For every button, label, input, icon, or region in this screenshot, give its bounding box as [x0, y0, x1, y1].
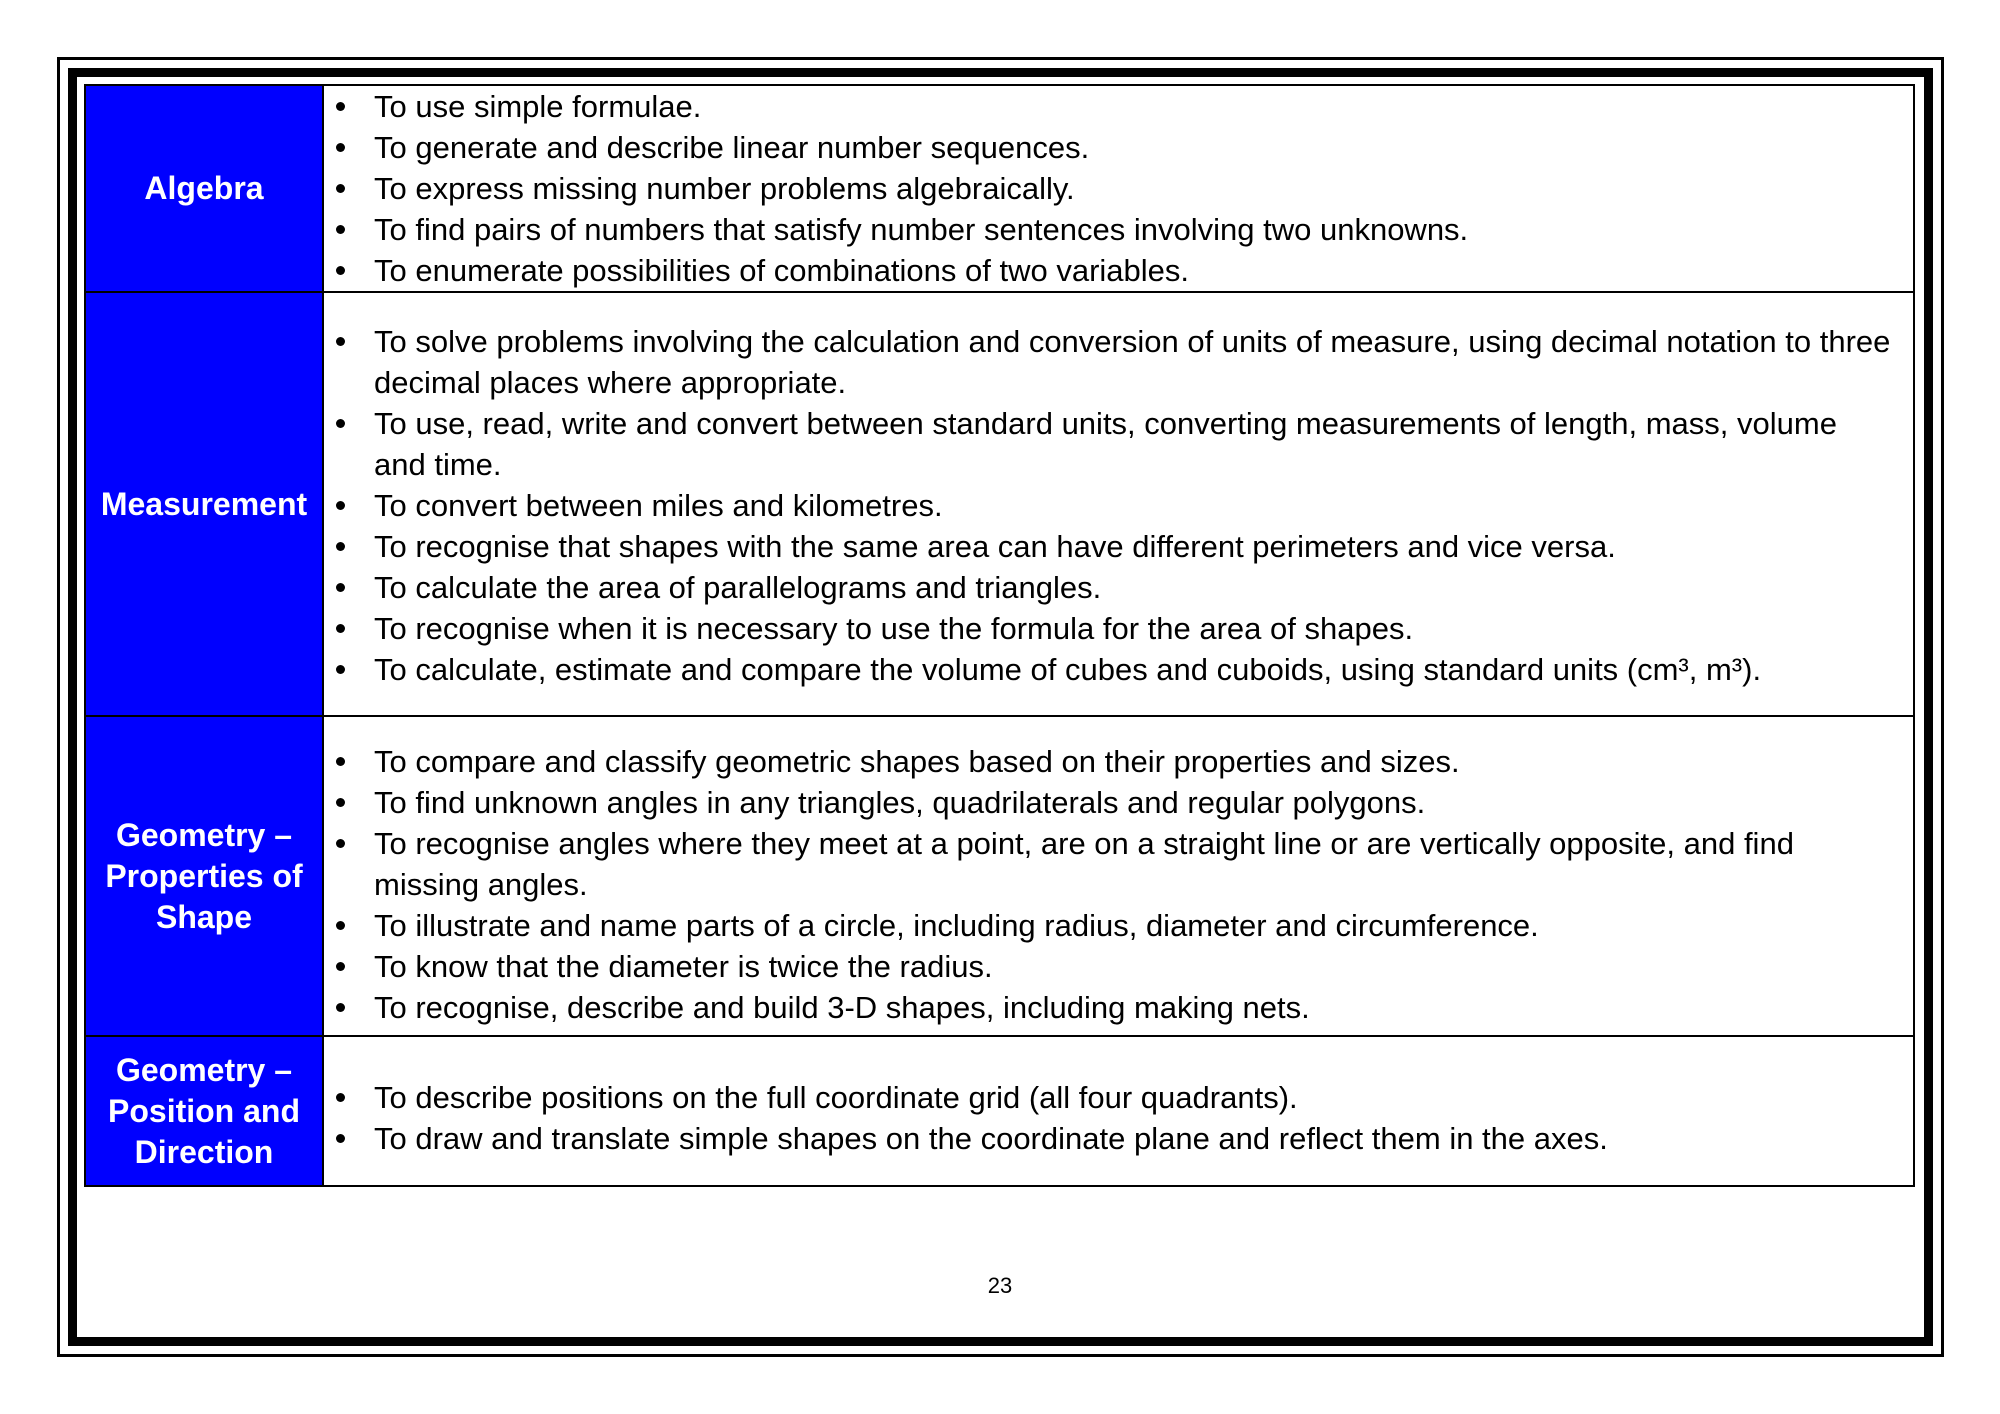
subject-cell-algebra: Algebra	[85, 85, 323, 292]
table-row-geometry-position	[85, 1036, 1914, 1186]
objectives-list-measurement	[324, 321, 1913, 690]
list-item: To generate and describe linear number sequences.	[324, 127, 1893, 168]
subject-cell-geometry-position: Geometry – Position and Direction	[85, 1036, 323, 1186]
list-item: To enumerate possibilities of combinations of two variables.	[324, 250, 1893, 291]
list-item: To express missing number problems algebraically.	[324, 168, 1893, 209]
objectives-cell-measurement	[323, 292, 1914, 716]
objectives-cell-algebra	[323, 85, 1914, 292]
list-item: To know that the diameter is twice the radius.	[324, 946, 1893, 987]
list-item: To calculate, estimate and compare the volume of cubes and cuboids, using standard units (cm³, m³).	[324, 649, 1893, 690]
list-item: To recognise that shapes with the same area can have different perimeters and vice versa.	[324, 526, 1893, 567]
page-number: 23	[987, 1273, 1013, 1298]
list-item: To recognise angles where they meet at a point, are on a straight line or are vertically opposite, and find missing angles.	[324, 823, 1893, 905]
list-item: To use, read, write and convert between standard units, converting measurements of length, mass, volume and time.	[324, 403, 1893, 485]
curriculum-table	[84, 84, 1915, 1187]
list-item: To use simple formulae.	[324, 86, 1893, 127]
table-row-geometry-shape	[85, 716, 1914, 1036]
list-item: To find pairs of numbers that satisfy number sentences involving two unknowns.	[324, 209, 1893, 250]
subject-cell-geometry-shape: Geometry – Properties of Shape	[85, 716, 323, 1036]
subject-cell-measurement: Measurement	[85, 292, 323, 716]
list-item: To recognise, describe and build 3-D shapes, including making nets.	[324, 987, 1893, 1028]
objectives-list-geometry-shape	[324, 741, 1913, 1028]
objectives-cell-geometry-shape	[323, 716, 1914, 1036]
list-item: To recognise when it is necessary to use the formula for the area of shapes.	[324, 608, 1893, 649]
table-row-algebra	[85, 85, 1914, 292]
list-item: To calculate the area of parallelograms and triangles.	[324, 567, 1893, 608]
objectives-cell-geometry-position	[323, 1036, 1914, 1186]
list-item: To describe positions on the full coordinate grid (all four quadrants).	[324, 1077, 1893, 1118]
list-item: To convert between miles and kilometres.	[324, 485, 1893, 526]
list-item: To solve problems involving the calculation and conversion of units of measure, using decimal notation to three decimal places where appropriate.	[324, 321, 1893, 403]
list-item: To find unknown angles in any triangles, quadrilaterals and regular polygons.	[324, 782, 1893, 823]
list-item: To draw and translate simple shapes on the coordinate plane and reflect them in the axes.	[324, 1118, 1893, 1159]
table-row-measurement	[85, 292, 1914, 716]
list-item: To compare and classify geometric shapes based on their properties and sizes.	[324, 741, 1893, 782]
objectives-list-geometry-position	[324, 1077, 1913, 1159]
objectives-list-algebra	[324, 86, 1913, 291]
list-item: To illustrate and name parts of a circle, including radius, diameter and circumference.	[324, 905, 1893, 946]
